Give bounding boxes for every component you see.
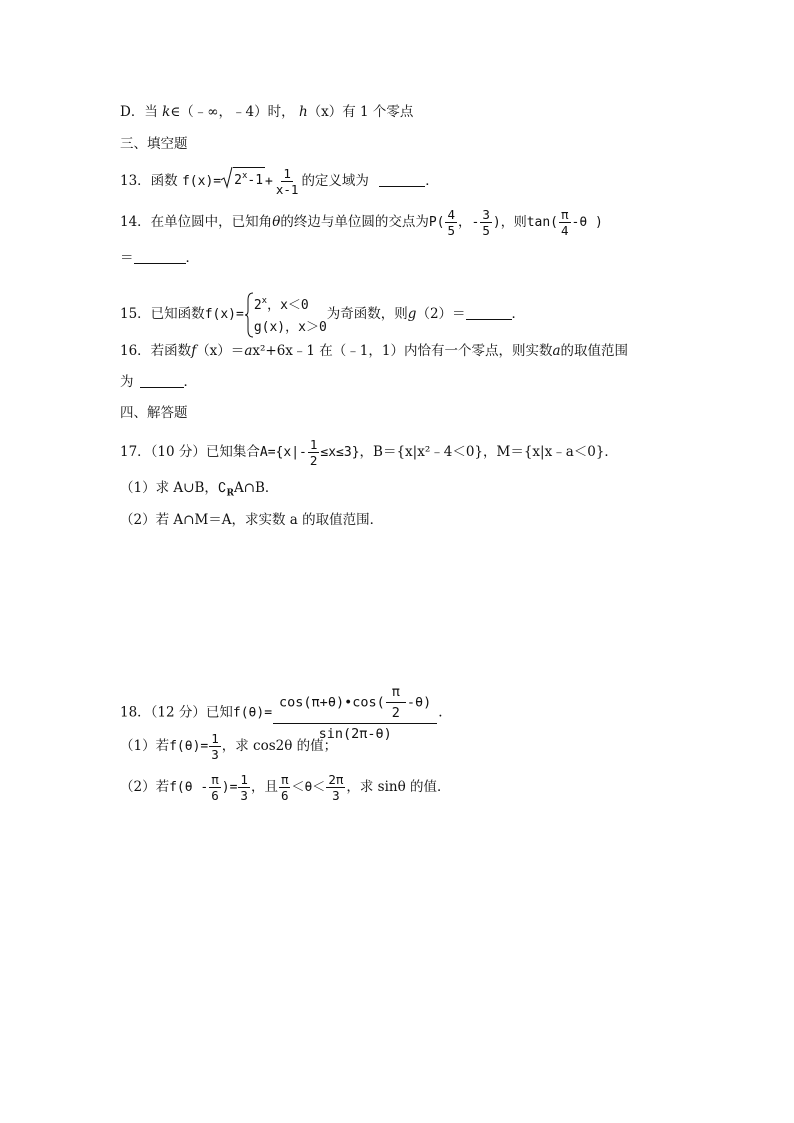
fraction: $\frac{1}{x-1}$ xyxy=(275,166,299,197)
question-14: 14．在单位圆中，已知角θ的终边与单位圆的交点为P( $\frac{4}{5}$ ，- $\frac{3}{5}$ )，则tan( $\frac{\pi}{4}$ -θ ) xyxy=(120,207,603,238)
question-17: 17．（10 分）已知集合A={x|- $\frac{1}{2}$ ≤x≤3}，B＝{x|x²﹣4＜0}，M＝{x|x﹣a＜0}． xyxy=(120,437,618,468)
answer-blank[interactable] xyxy=(140,373,184,388)
fraction: cos(π+θ)•cos( $\frac{\pi}{2}$ -θ) sin(2π-θ) xyxy=(273,682,437,744)
piecewise-brace: 2$^x$，x＜0 g(x)，x＞0 xyxy=(244,290,327,339)
section-fill-in: 三、填空题 xyxy=(120,136,188,152)
question-18: 18．（12 分）已知f(θ)= cos(π+θ)•cos( $\frac{\pi}{2}$ -θ) sin(2π-θ) . xyxy=(120,684,443,742)
question-15: 15．已知函数f(x)= $2^x$，x＜0 g(x)，x＞0 为奇函数，则g（2）＝ ． xyxy=(120,290,525,339)
question-16: 16．若函数f（x）＝ax²+6x﹣1 在（﹣1，1）内恰有一个零点，则实数a的取值范围 xyxy=(120,343,629,359)
sqrt-sign: 2$^x$-1 xyxy=(221,167,265,189)
answer-blank[interactable] xyxy=(379,172,425,187)
question-18-part1: （1）若f(θ)= $\frac{1}{3}$ ，求 cos2θ 的值； xyxy=(120,731,338,762)
question-13: 13．函数 f(x)= 2$^x$-1 + $\frac{1}{x-1}$ 的定义域为 ． xyxy=(120,166,439,197)
question-17-part1: （1）求 A∪B，$∁_RA\cap B$． xyxy=(120,480,279,499)
question-16-line2: 为 ． xyxy=(120,374,197,390)
section-answer: 四、解答题 xyxy=(120,405,188,421)
answer-blank[interactable] xyxy=(466,305,512,320)
question-14-line2: ＝ ． xyxy=(120,250,199,266)
question-18-part2: （2）若f(θ - $\frac{\pi}{6}$ )= $\frac{1}{3}$ ，且 $\frac{\pi}{6}$ ＜θ＜ $\frac{2\pi}{3}$ ，求 sinθ 的值． xyxy=(120,772,451,803)
answer-blank[interactable] xyxy=(134,249,186,264)
question-17-part2: （2）若 A∩M＝A，求实数 a 的取值范围． xyxy=(120,512,384,528)
option-d: D．当 k∈（﹣∞，﹣4）时， h（x）有 1 个零点 xyxy=(120,104,414,120)
